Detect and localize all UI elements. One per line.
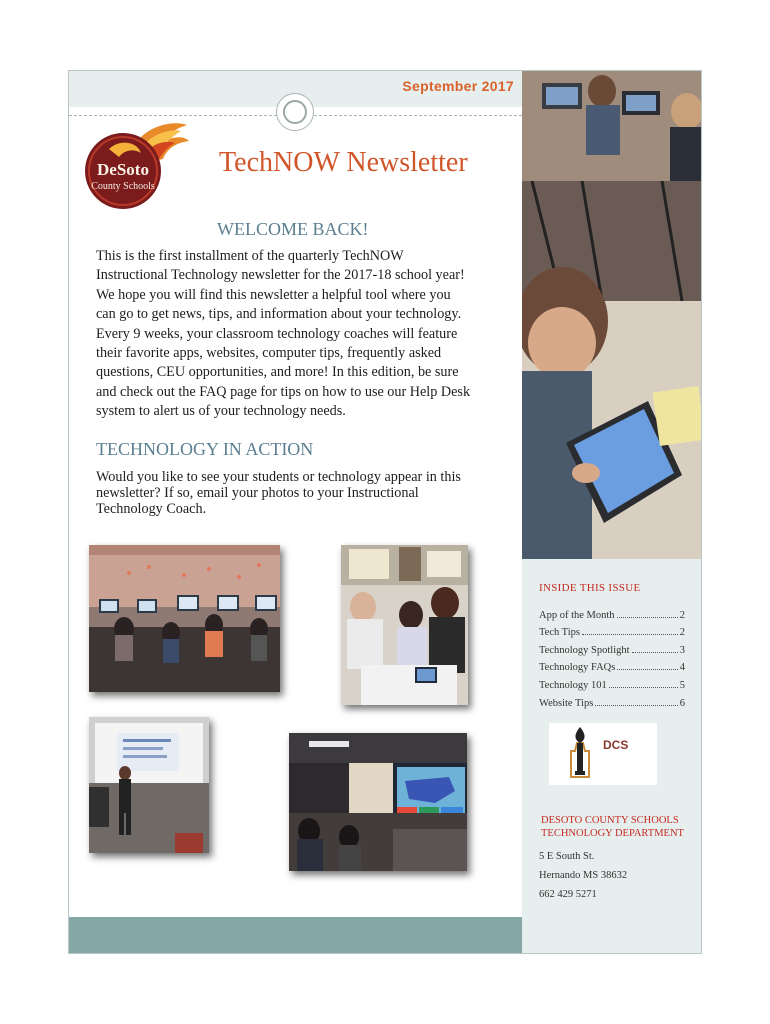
toc-label: Tech Tips [539,627,580,639]
toc-label: App of the Month [539,609,615,621]
toc-leader [609,687,678,688]
toc-item[interactable] [539,621,685,639]
logo-name: DeSoto [97,160,149,179]
toc-item[interactable] [539,603,685,621]
department-name [541,814,684,840]
welcome-heading: WELCOME BACK! [217,219,369,239]
tech-line: Would you like to see your students or technology appear in this [96,469,461,485]
tech-in-action-heading: TECHNOLOGY IN ACTION [96,439,314,459]
toc-page: 5 [679,679,685,691]
ring-ornament-icon [276,93,314,131]
toc-item[interactable] [539,691,685,709]
newsletter-title: TechNOW Newsletter [219,147,468,178]
toc-page: 2 [679,609,685,621]
toc-item[interactable] [539,638,685,656]
welcome-line: Every 9 weeks, your classroom technology coaches will feature [96,325,458,342]
welcome-line: We hope you will find this newsletter a helpful tool where you [96,286,451,303]
phone-number: 662 429 5271 [539,889,597,900]
welcome-text [96,247,470,422]
desoto-logo [79,119,191,211]
welcome-line: system to alert us of your technology needs. [96,403,346,420]
toc-leader [617,669,677,670]
toc-leader [632,652,678,653]
department-line: TECHNOLOGY DEPARTMENT [541,828,684,839]
toc-label: Technology 101 [539,679,607,691]
toc-label: Technology Spotlight [539,644,630,656]
newsletter-page [68,70,702,954]
welcome-line: can go to get news, tips, and information about your technology. [96,306,462,323]
welcome-line: and check out the FAQ page for tips on how to use our Help Desk [96,383,471,400]
logo-subtitle: County Schools [91,181,155,192]
welcome-line: Instructional Technology newsletter for the 2017-18 school year! [96,267,465,284]
whiteboard-photo [89,717,209,853]
toc-label: Technology FAQs [539,662,616,674]
toc-leader [595,705,677,706]
students-tablets-photo [341,545,468,705]
dcs-letters: DCS [603,738,629,752]
toc-item[interactable] [539,673,685,691]
toc-leader [582,634,678,635]
issue-date: September 2017 [402,78,514,94]
student-tablet-photo [522,71,702,559]
toc-page: 2 [679,627,685,639]
department-line: DESOTO COUNTY SCHOOLS [541,815,679,826]
address-city: Hernando MS 38632 [539,870,628,881]
toc-item[interactable] [539,656,685,674]
welcome-line: their favorite apps, websites, computer tips, frequently asked [96,345,442,362]
tech-line: newsletter? If so, email your photos to your Instructional [96,485,419,501]
tech-line: Technology Coach. [96,501,207,517]
welcome-line: This is the first installment of the quarterly TechNOW [96,248,404,264]
toc-page: 4 [679,662,685,674]
toc-leader [617,617,678,618]
toc-page: 6 [679,697,685,709]
tech-in-action-text [96,469,461,517]
footer-band [69,917,522,954]
inside-issue-title: INSIDE THIS ISSUE [539,582,641,594]
welcome-line: questions, CEU opportunities, and more! In this edition, be sure [96,364,459,381]
toc-label: Website Tips [539,697,594,709]
computer-lab-photo [89,545,280,692]
sidebar [522,559,702,954]
toc-page: 3 [679,644,685,656]
classroom-screen-photo [289,733,467,871]
table-of-contents [539,603,685,709]
dcs-torch-logo [549,723,657,785]
address-street: 5 E South St. [539,851,595,862]
